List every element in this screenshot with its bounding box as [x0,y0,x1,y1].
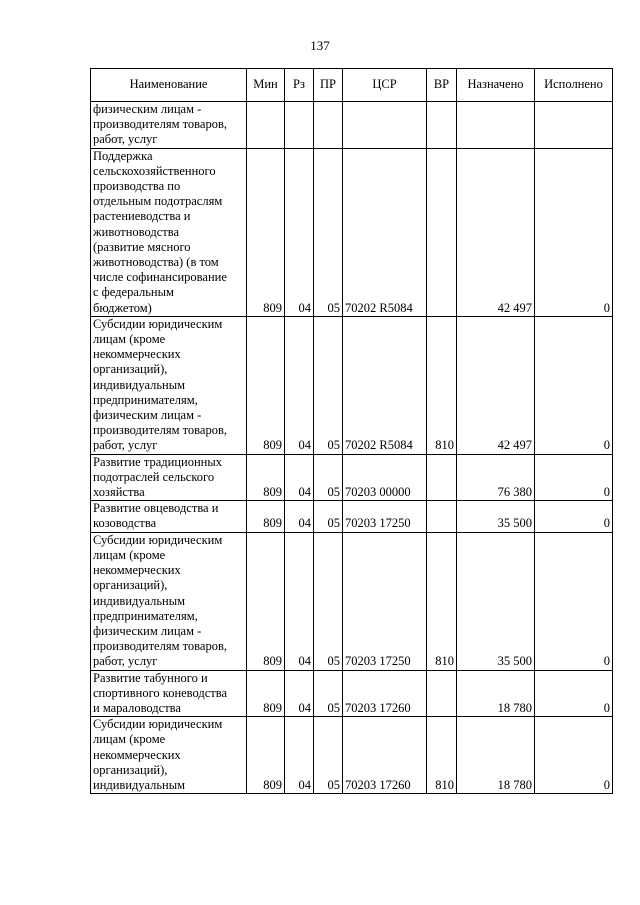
row-vr: 810 [427,717,457,794]
row-min: 809 [247,148,285,316]
row-csr [343,102,427,149]
row-assigned: 35 500 [457,532,535,670]
row-pr: 05 [314,717,343,794]
row-min: 809 [247,670,285,717]
row-csr: 70203 00000 [343,454,427,501]
column-header: Рз [285,69,314,102]
row-name: Субсидии юридическим лицам (кроме некоммерческих организаций), индивидуальным предпринимателям, физическим лицам - производителям товаров, работ, услуг [91,316,247,454]
table-row [91,316,613,454]
table-row [91,670,613,717]
table-row [91,717,613,794]
row-csr: 70203 17250 [343,501,427,532]
row-name: Субсидии юридическим лицам (кроме некоммерческих организаций), индивидуальным предпринимателям, физическим лицам - производителям товаров, работ, услуг [91,532,247,670]
row-csr: 70202 R5084 [343,148,427,316]
row-min: 809 [247,501,285,532]
table-row [91,501,613,532]
column-header: Исполнено [535,69,613,102]
row-vr [427,454,457,501]
column-header: ЦСР [343,69,427,102]
row-csr: 70203 17260 [343,670,427,717]
row-csr: 70203 17260 [343,717,427,794]
row-assigned: 76 380 [457,454,535,501]
row-name: Развитие традиционных подотраслей сельского хозяйства [91,454,247,501]
column-header: Наименование [91,69,247,102]
table-header-row [91,69,613,102]
row-executed: 0 [535,670,613,717]
row-assigned: 42 497 [457,148,535,316]
row-name: Субсидии юридическим лицам (кроме некоммерческих организаций), индивидуальным [91,717,247,794]
row-assigned [457,102,535,149]
page-number: 137 [310,38,330,53]
table-row [91,532,613,670]
row-min: 809 [247,717,285,794]
row-name: Развитие табунного и спортивного коневодства и мараловодства [91,670,247,717]
row-min [247,102,285,149]
row-rz [285,102,314,149]
row-pr: 05 [314,670,343,717]
row-pr: 05 [314,454,343,501]
row-rz: 04 [285,316,314,454]
row-assigned: 42 497 [457,316,535,454]
row-rz: 04 [285,532,314,670]
row-pr: 05 [314,148,343,316]
row-pr: 05 [314,501,343,532]
row-rz: 04 [285,670,314,717]
budget-table [90,68,613,794]
row-pr: 05 [314,316,343,454]
row-vr: 810 [427,532,457,670]
row-vr [427,670,457,717]
row-name: Поддержка сельскохозяйственного производства по отдельным подотраслям растениеводства и животноводства (развитие мясного животноводства) (в том числе софинансирование с федеральным бюджетом) [91,148,247,316]
row-rz: 04 [285,454,314,501]
row-vr: 810 [427,316,457,454]
row-rz: 04 [285,148,314,316]
row-pr [314,102,343,149]
column-header: ВР [427,69,457,102]
row-executed: 0 [535,316,613,454]
row-vr [427,102,457,149]
row-executed: 0 [535,532,613,670]
row-name: физическим лицам - производителям товаров, работ, услуг [91,102,247,149]
row-name: Развитие овцеводства и козоводства [91,501,247,532]
table-row [91,102,613,149]
column-header: Мин [247,69,285,102]
row-min: 809 [247,532,285,670]
row-min: 809 [247,316,285,454]
column-header: Назначено [457,69,535,102]
row-rz: 04 [285,501,314,532]
table-row [91,148,613,316]
column-header: ПР [314,69,343,102]
row-csr: 70202 R5084 [343,316,427,454]
row-executed [535,102,613,149]
row-assigned: 18 780 [457,717,535,794]
row-executed: 0 [535,148,613,316]
row-rz: 04 [285,717,314,794]
row-pr: 05 [314,532,343,670]
row-assigned: 18 780 [457,670,535,717]
row-assigned: 35 500 [457,501,535,532]
row-min: 809 [247,454,285,501]
row-executed: 0 [535,454,613,501]
row-executed: 0 [535,501,613,532]
row-executed: 0 [535,717,613,794]
table-row [91,454,613,501]
row-csr: 70203 17250 [343,532,427,670]
row-vr [427,148,457,316]
row-vr [427,501,457,532]
